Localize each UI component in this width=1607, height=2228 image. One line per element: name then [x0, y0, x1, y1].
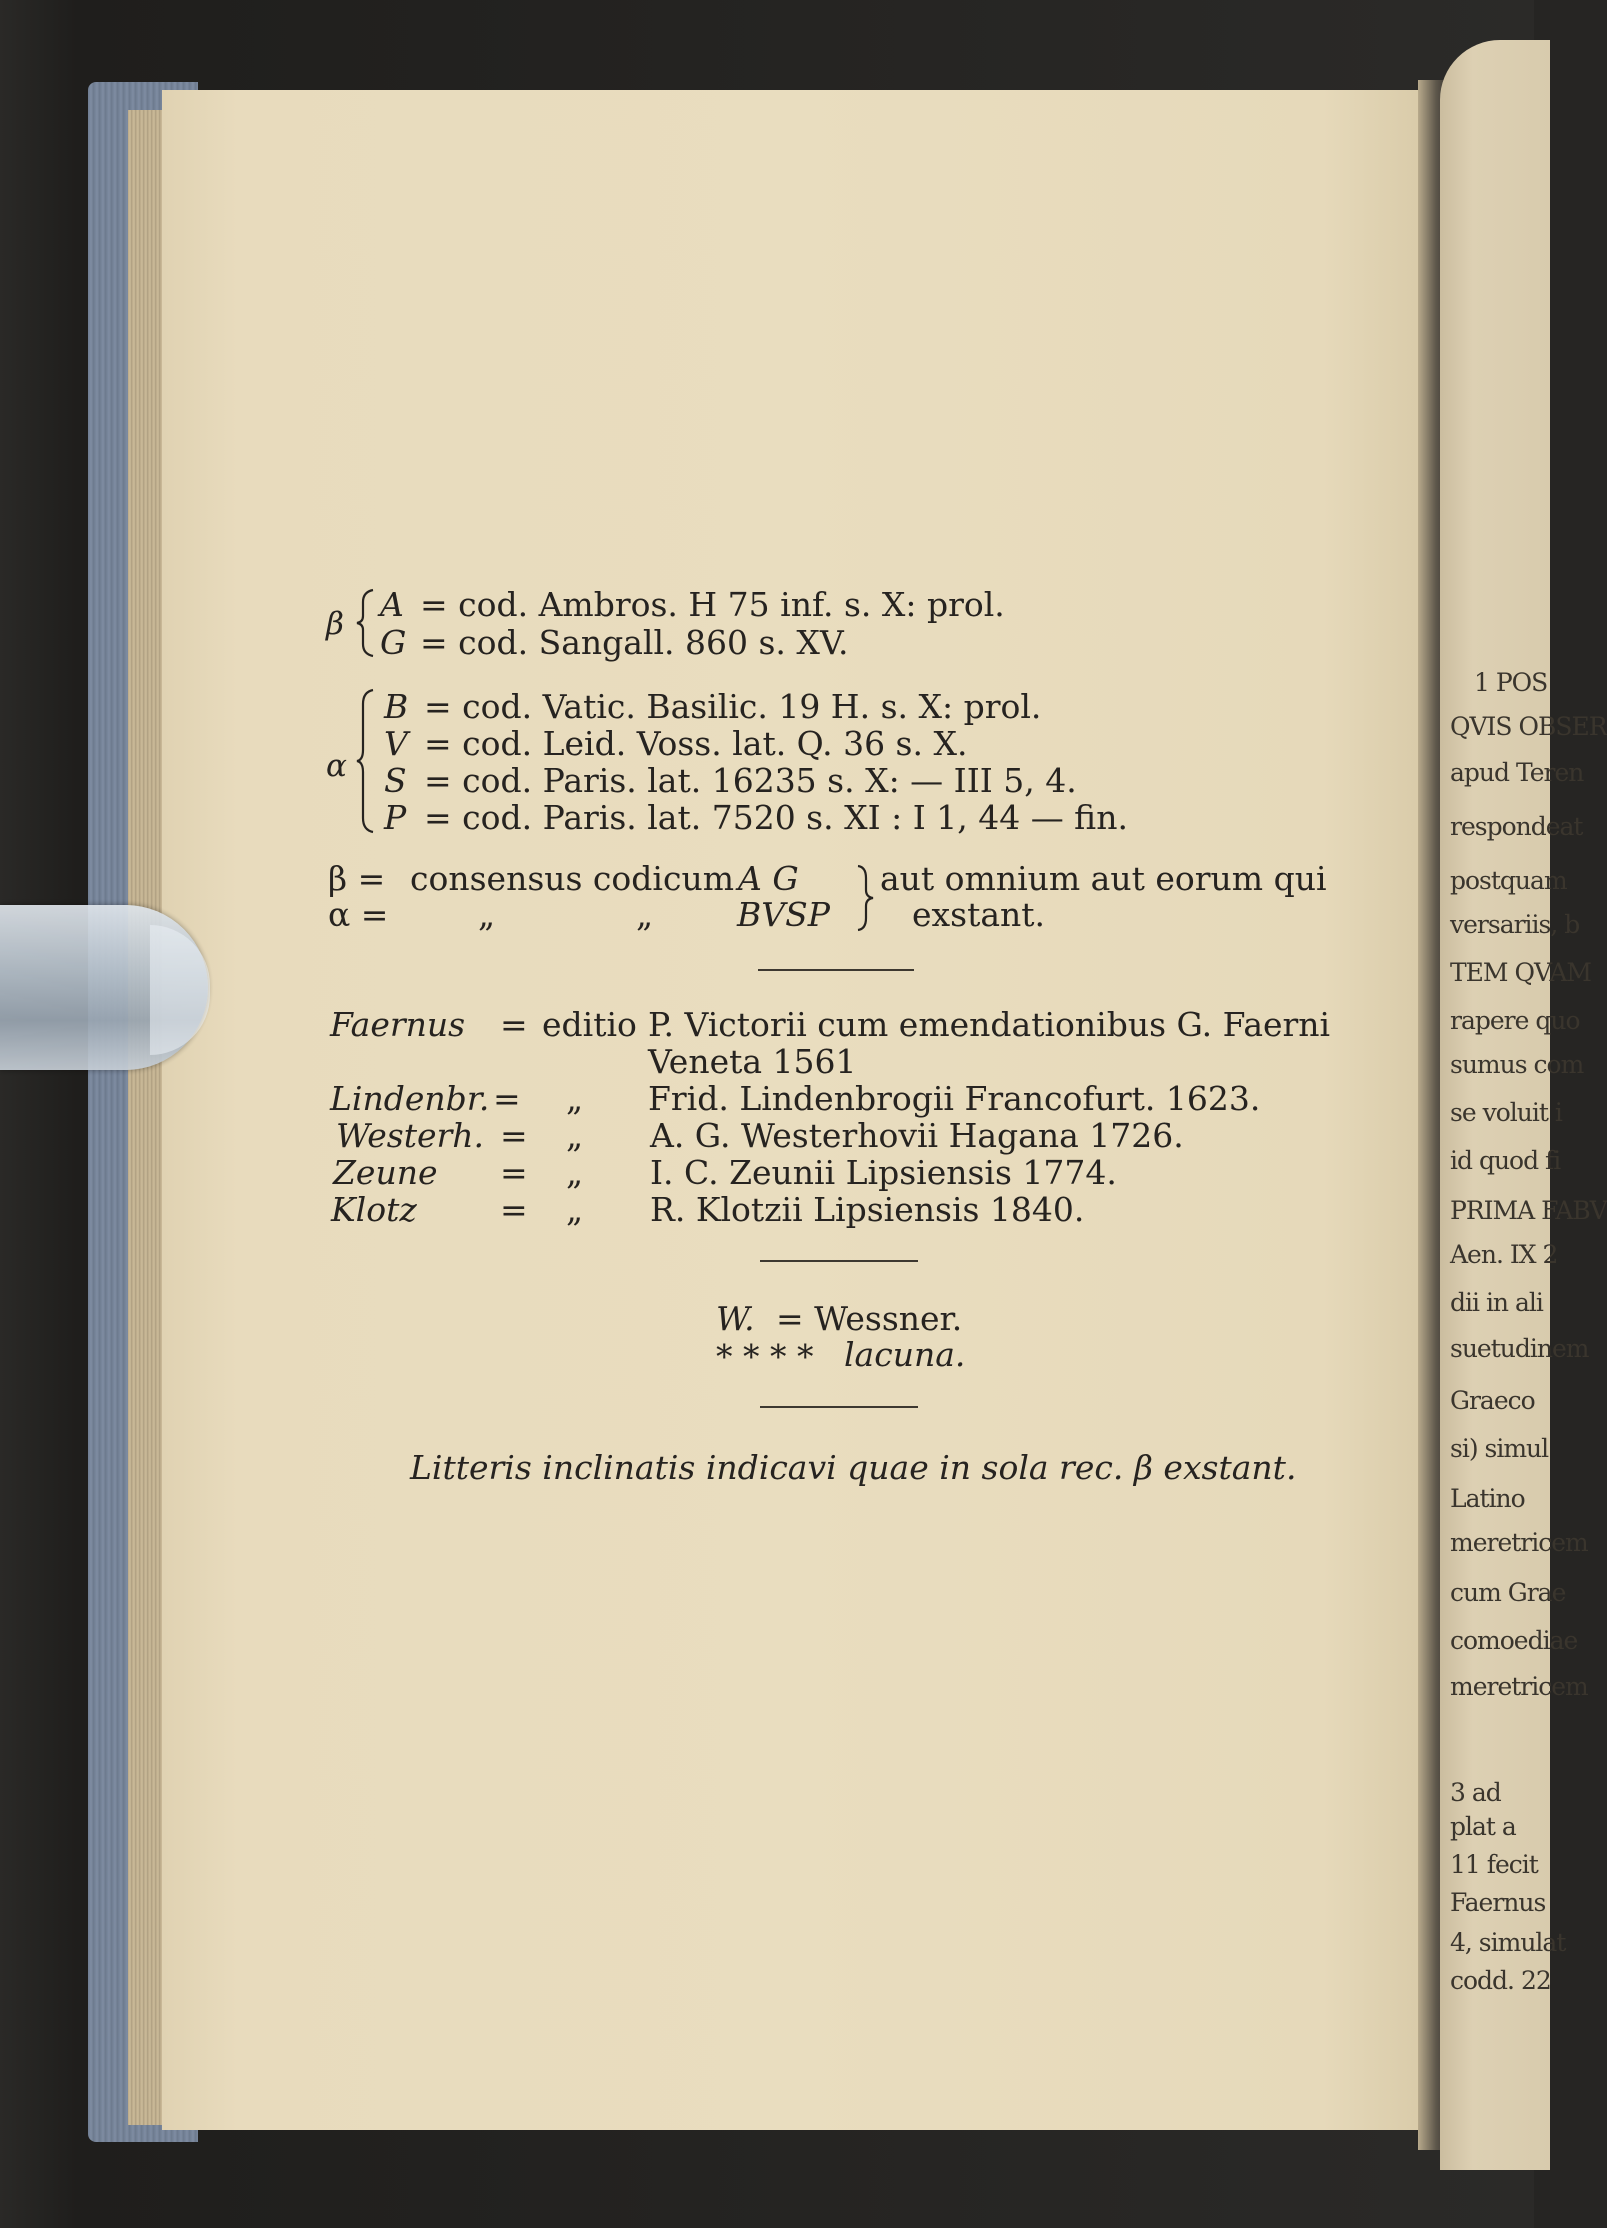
facing-page-fragment: 11 fecit — [1450, 1850, 1538, 1879]
alpha-group-symbol: α — [326, 748, 347, 784]
edition-eq: = — [500, 1005, 528, 1044]
facing-page-fragment: codd. 22 — [1450, 1966, 1551, 1995]
siglum-G-desc: = cod. Sangall. 860 s. XV. — [420, 623, 849, 662]
facing-page-fragment: si) simul — [1450, 1434, 1549, 1463]
facing-page-fragment: QVIS OBSER — [1450, 712, 1607, 741]
section-rule-2 — [760, 1260, 918, 1262]
facing-page-fragment: 1 POS — [1474, 668, 1548, 697]
facing-page-fragment: Latino — [1450, 1484, 1525, 1513]
edition-eq: = — [493, 1079, 521, 1118]
section-rule-1 — [758, 969, 914, 971]
consensus-alpha-label: α = — [328, 895, 389, 934]
facing-page-fragment: cum Grae — [1450, 1578, 1566, 1607]
siglum-P: P — [384, 798, 407, 837]
siglum-A: A — [380, 585, 404, 624]
footnote-line — [410, 1448, 1296, 1487]
facing-page-fragment: Graeco — [1450, 1386, 1535, 1415]
edition-name: Klotz — [331, 1190, 417, 1229]
footnote-text-post: exstant. — [1163, 1448, 1297, 1487]
edition-ditto: „ — [566, 1153, 584, 1192]
facing-page-fragment: respondeat — [1450, 812, 1583, 841]
facing-page-fragment: PRIMA FABV — [1450, 1196, 1607, 1225]
facing-page-fragment: dii in ali — [1450, 1288, 1543, 1317]
facing-page-fragment: se voluit i — [1450, 1098, 1562, 1127]
edition-ditto: „ — [566, 1079, 584, 1118]
consensus-note-2: exstant. — [912, 895, 1046, 934]
facing-page-fragment: apud Teren — [1450, 758, 1584, 787]
wessner-abbr: W. — [716, 1299, 755, 1338]
siglum-V: V — [384, 724, 408, 763]
siglum-S: S — [384, 761, 407, 800]
facing-page-fragment: comoediae — [1450, 1626, 1578, 1655]
edition-name: Lindenbr. — [330, 1079, 490, 1118]
alpha-brace — [355, 688, 377, 834]
facing-page-fragment: rapere quo — [1450, 1006, 1580, 1035]
edition-desc-cont: Veneta 1561 — [648, 1042, 857, 1081]
facing-page-fragment: Faernus — [1450, 1888, 1546, 1917]
facing-page-fragment: Aen. IX 2 — [1450, 1240, 1558, 1269]
lacuna-text: lacuna. — [844, 1335, 966, 1374]
edition-desc: R. Klotzii Lipsiensis 1840. — [650, 1190, 1085, 1229]
edition-desc: P. Victorii cum emendationibus G. Faerni — [648, 1005, 1331, 1044]
siglum-B: B — [384, 687, 409, 726]
consensus-beta-codes: A G — [738, 859, 799, 898]
edition-eq: = — [500, 1190, 528, 1229]
consensus-brace — [856, 864, 876, 932]
edition-desc: Frid. Lindenbrogii Francofurt. 1623. — [648, 1079, 1261, 1118]
consensus-beta-label: β = — [328, 859, 386, 898]
consensus-note-1: aut omnium aut eorum qui — [880, 859, 1327, 898]
edition-ditto: „ — [566, 1116, 584, 1155]
facing-page-fragment: postquam — [1450, 866, 1567, 895]
lacuna-stars: * * * * — [716, 1337, 814, 1376]
consensus-alpha-codes: BVSP — [737, 895, 830, 934]
section-rule-3 — [760, 1406, 918, 1408]
edition-desc: A. G. Westerhovii Hagana 1726. — [650, 1116, 1184, 1155]
facing-page-fragment: versariis, b — [1450, 910, 1580, 939]
wessner-text: = Wessner. — [776, 1299, 963, 1338]
facing-page-fragment: TEM QVAM — [1450, 958, 1591, 987]
footnote-text-pre: Litteris inclinatis indicavi quae in sola rec. — [410, 1448, 1124, 1487]
edition-eq: = — [500, 1153, 528, 1192]
edition-ditto: „ — [566, 1190, 584, 1229]
page-edges — [128, 110, 166, 2125]
footnote-beta: β — [1133, 1448, 1153, 1487]
consensus-alpha-ditto-2: „ — [636, 895, 654, 934]
beta-brace — [355, 588, 377, 658]
facing-page-fragment: 4, simulat — [1450, 1928, 1566, 1957]
edition-eq: = — [500, 1116, 528, 1155]
siglum-P-desc: = cod. Paris. lat. 7520 s. XI : I 1, 44 — fin. — [424, 798, 1128, 837]
siglum-A-desc: = cod. Ambros. H 75 inf. s. X: prol. — [420, 585, 1005, 624]
edition-desc: I. C. Zeunii Lipsiensis 1774. — [650, 1153, 1117, 1192]
siglum-G: G — [380, 623, 407, 662]
edition-name: Westerh. — [336, 1116, 485, 1155]
facing-page-fragment: plat a — [1450, 1812, 1516, 1841]
edition-name: Faernus — [330, 1005, 466, 1044]
beta-group-symbol: β — [326, 606, 344, 642]
facing-page-fragment: suetudinem — [1450, 1334, 1589, 1363]
siglum-S-desc: = cod. Paris. lat. 16235 s. X: — III 5, 4. — [424, 761, 1077, 800]
facing-page-fragment: sumus com — [1450, 1050, 1584, 1079]
facing-page-fragment: meretricem — [1450, 1672, 1588, 1701]
facing-page-fragment: id quod fi — [1450, 1146, 1561, 1175]
edition-ditto: editio — [542, 1005, 637, 1044]
facing-page-fragment: 3 ad — [1450, 1778, 1501, 1807]
consensus-alpha-ditto-1: „ — [478, 895, 496, 934]
edition-name: Zeune — [333, 1153, 438, 1192]
siglum-B-desc: = cod. Vatic. Basilic. 19 H. s. X: prol. — [424, 687, 1042, 726]
siglum-V-desc: = cod. Leid. Voss. lat. Q. 36 s. X. — [424, 724, 968, 763]
facing-page-fragment: meretricem — [1450, 1528, 1588, 1557]
consensus-beta-text: consensus codicum — [410, 859, 734, 898]
